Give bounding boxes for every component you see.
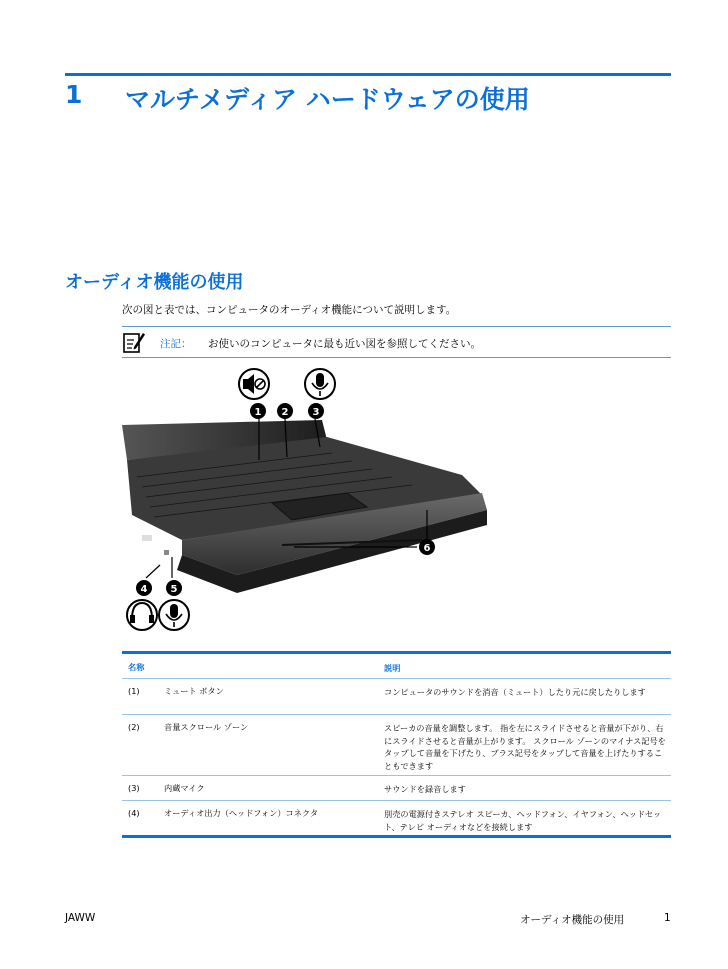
chapter-number: 1 <box>65 80 83 109</box>
section-title: オーディオ機能の使用 <box>65 272 244 293</box>
table-row <box>122 679 671 714</box>
row-name: ミュート ボタン <box>164 686 224 696</box>
row-description: サウンドを録音します <box>384 784 466 794</box>
chapter-title: マルチメディア ハードウェアの使用 <box>125 85 530 114</box>
callout-4 <box>136 580 152 596</box>
callout-1 <box>250 403 266 419</box>
header-name: 名称 <box>128 662 145 672</box>
row-number: (2) <box>128 722 140 732</box>
table-row <box>122 801 671 835</box>
table-row <box>122 715 671 775</box>
row-name: 音量スクロール ゾーン <box>164 722 249 732</box>
footer-section-title: オーディオ機能の使用 <box>520 914 625 926</box>
row-name: 内蔵マイク <box>164 783 205 793</box>
table-bottom-rule <box>122 835 671 838</box>
callout-4-label: 4 <box>140 584 148 595</box>
table-row <box>122 776 671 800</box>
headphone-icon <box>127 600 157 630</box>
table-header-row <box>122 654 671 678</box>
callout-6 <box>419 539 435 555</box>
callout-2-label: 2 <box>281 407 289 418</box>
row-description: コンピュータのサウンドを消音（ミュート）したり元に戻したりします <box>384 687 646 697</box>
callout-6-label: 6 <box>423 543 431 554</box>
microphone-jack-icon <box>159 600 189 630</box>
note-pencil-icon <box>122 330 146 354</box>
callout-3-label: 3 <box>312 407 320 418</box>
note-label: 注記： <box>160 338 192 350</box>
row-description: スピーカの音量を調整します。 指を左にスライドさせると音量が下がり、右にスライドさせると音量が上がります。 スクロール ゾーンのマイナス記号をタップして音量を下げたり、プラス記号をタップして音量を上げたりすることもできます <box>384 723 666 771</box>
footer-page-number: 1 <box>664 912 671 924</box>
row-number: (1) <box>128 686 140 696</box>
internal-microphone-icon <box>305 369 335 399</box>
callout-1-label: 1 <box>254 407 262 418</box>
note-bottom-rule <box>122 357 671 358</box>
callout-2 <box>277 403 293 419</box>
audio-components-table <box>122 651 671 838</box>
callout-5-label: 5 <box>170 584 178 595</box>
callout-3 <box>308 403 324 419</box>
note-top-rule <box>122 326 671 327</box>
chapter-rule <box>65 73 671 76</box>
header-description: 説明 <box>384 663 401 673</box>
laptop-illustration <box>122 365 492 635</box>
note-text: お使いのコンピュータに最も近い図を参照してください。 <box>208 338 481 350</box>
intro-paragraph: 次の図と表では、コンピュータのオーディオ機能について説明します。 <box>122 304 457 316</box>
row-number: (3) <box>128 783 140 793</box>
callout-5 <box>166 580 182 596</box>
footer-doc-code: JAWW <box>65 912 96 924</box>
row-name: オーディオ出力（ヘッドフォン）コネクタ <box>164 808 319 818</box>
mute-icon <box>239 369 269 399</box>
row-description: 別売の電源付きステレオ スピーカ、ヘッドフォン、イヤフォン、ヘッドセット、テレビ オーディオなどを接続します <box>384 809 662 832</box>
row-number: (4) <box>128 808 140 818</box>
